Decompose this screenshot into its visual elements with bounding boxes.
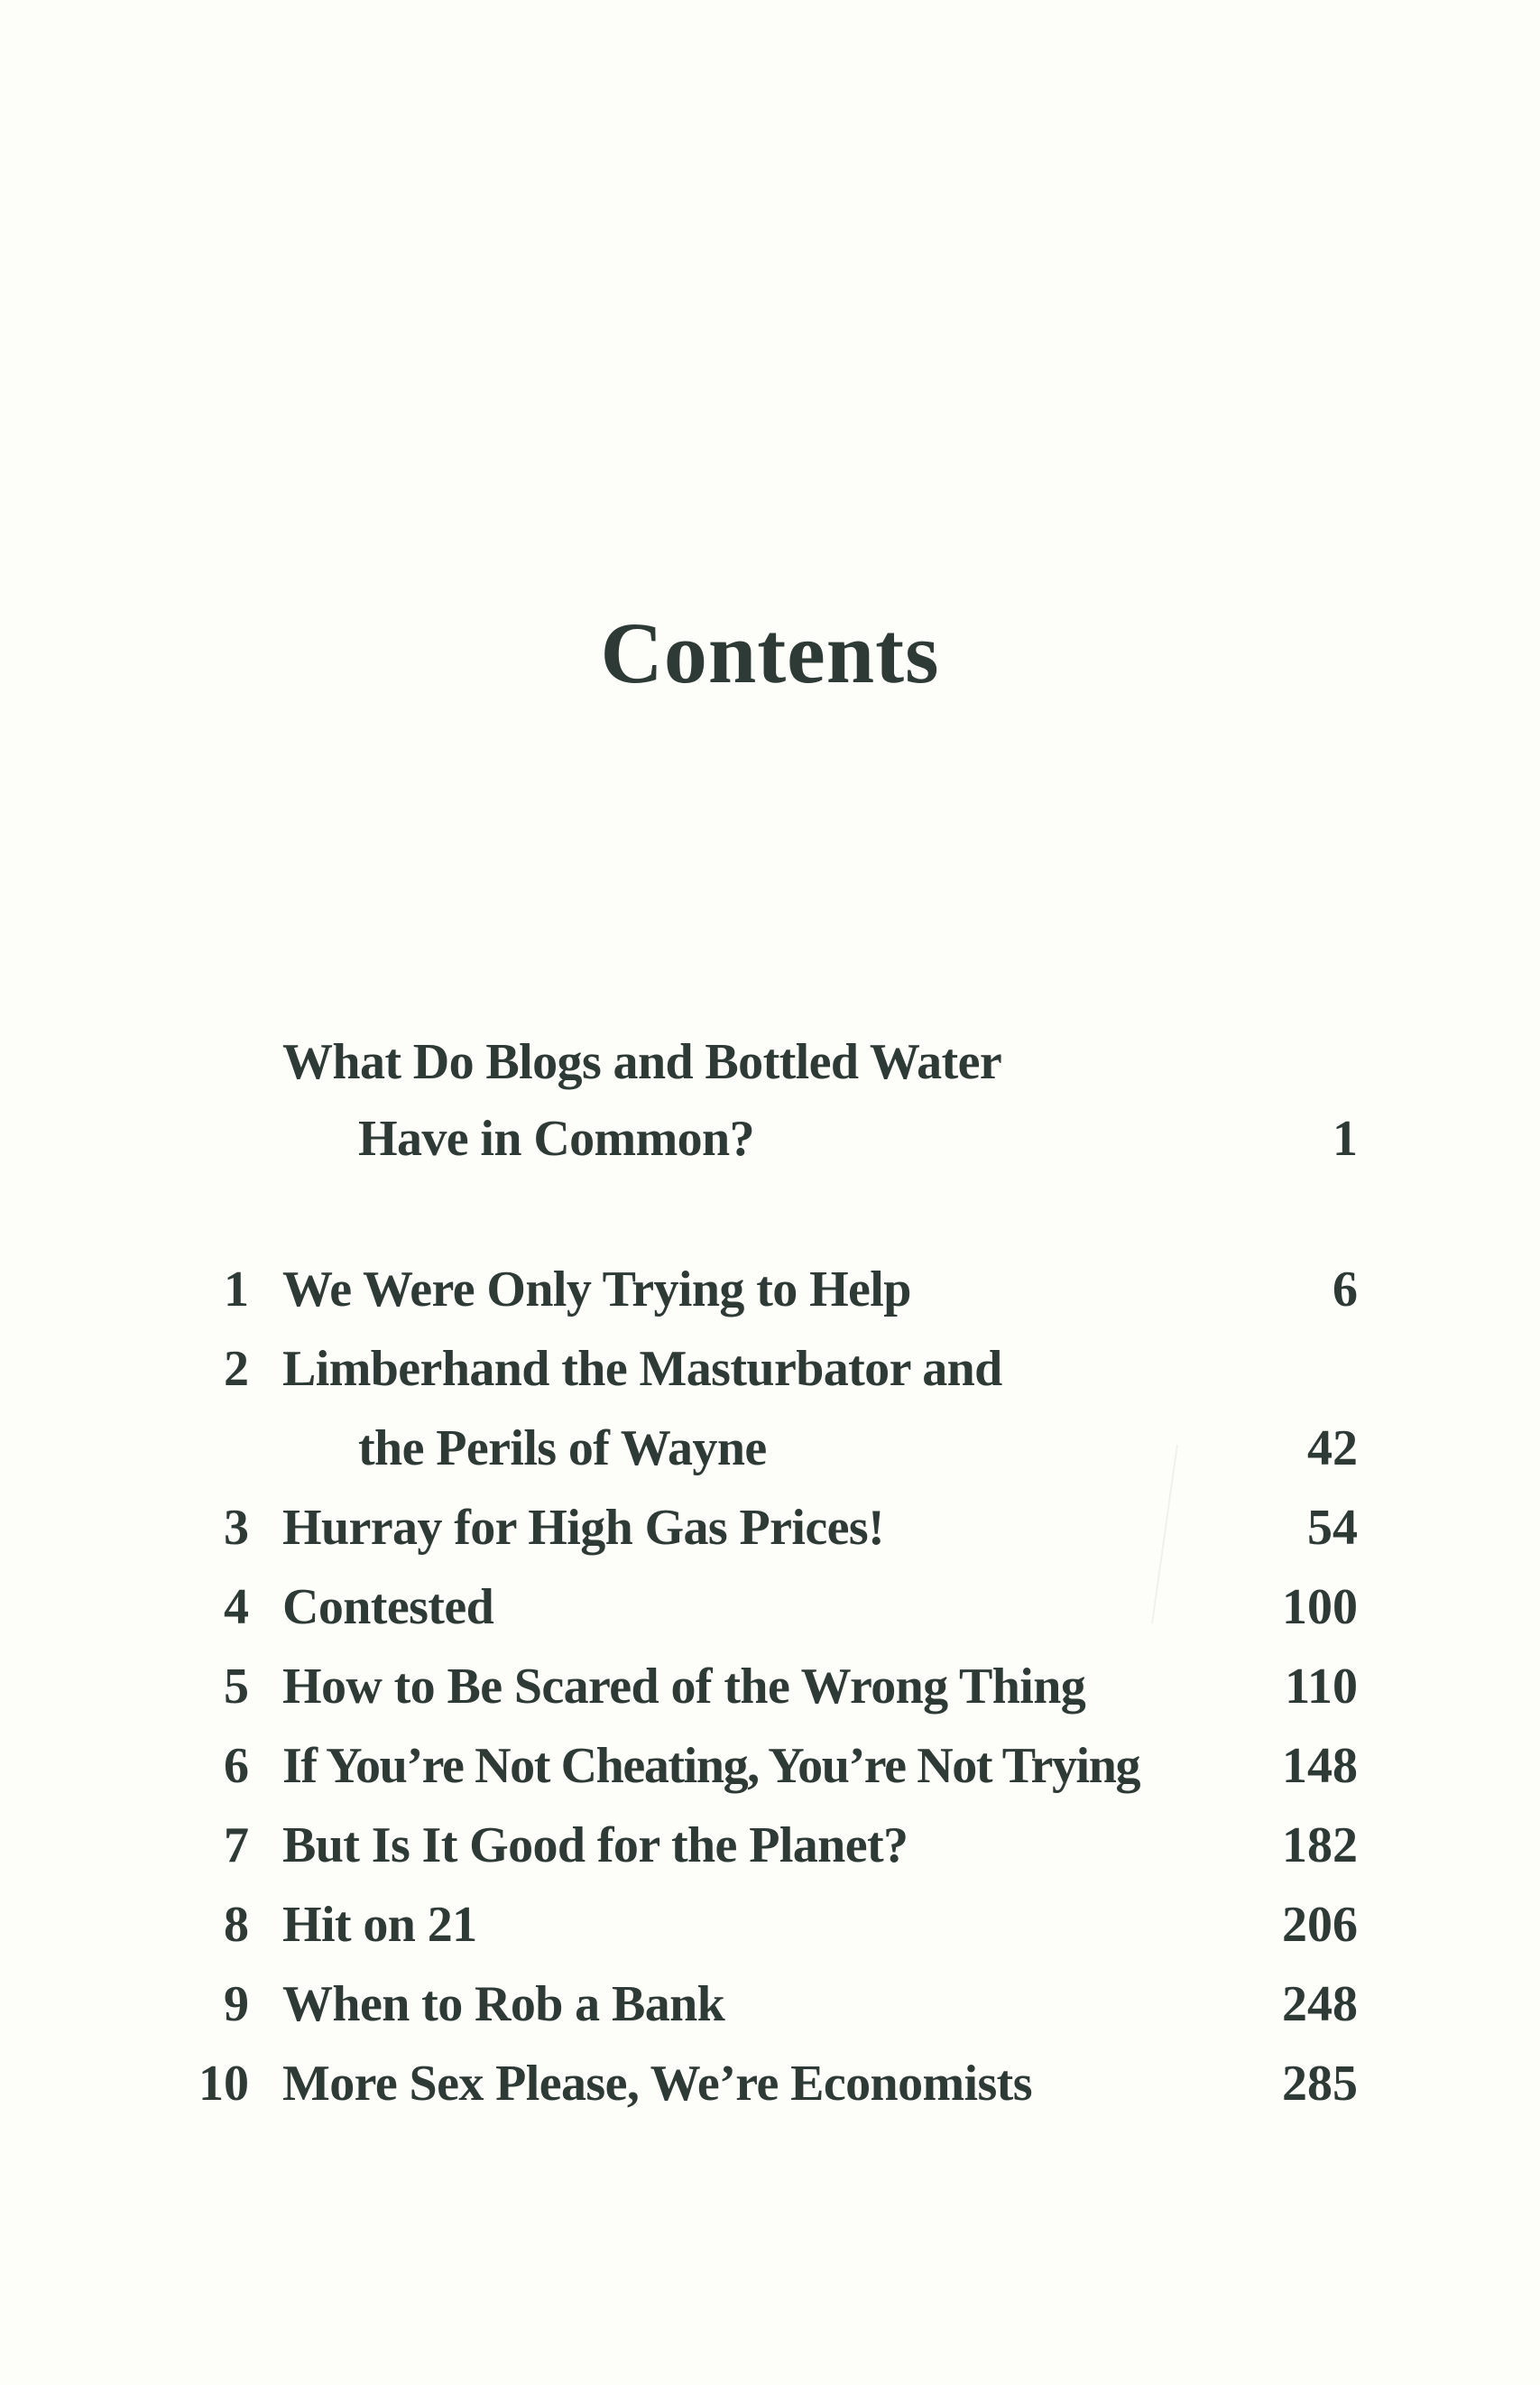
toc-entry-number: 10 [198,2056,249,2112]
toc-entry-number: 3 [224,1500,249,1556]
toc-entry-page: 182 [1282,1817,1358,1873]
toc-entry-page: 248 [1282,1976,1358,2032]
toc-entry-page: 206 [1282,1897,1358,1953]
toc-entry-chapter-9[interactable] [0,1968,1540,2040]
toc-entry-title: the Perils of Wayne [358,1420,767,1476]
toc-entry-number: 5 [224,1659,249,1715]
toc-entry-number: 7 [224,1817,249,1873]
toc-entry-chapter-2[interactable] [0,1333,1540,1405]
toc-entry-title: How to Be Scared of the Wrong Thing [282,1659,1086,1715]
toc-entry-page: 148 [1282,1738,1358,1794]
toc-entry-number: 1 [224,1262,249,1317]
toc-entry-page: 42 [1307,1420,1358,1476]
toc-entry-page: 6 [1333,1262,1358,1317]
page-title: Contents [600,605,940,702]
toc-entry-number: 6 [224,1738,249,1794]
toc-entry-chapter-2-continued[interactable] [0,1412,1540,1484]
toc-entry-title: Have in Common? [358,1111,755,1167]
toc-entry-title: What Do Blogs and Bottled Water [282,1034,1002,1090]
toc-entry-chapter-8[interactable] [0,1889,1540,1961]
toc-entry-title: We Were Only Trying to Help [282,1262,911,1317]
toc-entry-chapter-3[interactable] [0,1492,1540,1564]
toc-entry-intro[interactable] [0,1026,1540,1098]
toc-entry-title: But Is It Good for the Planet? [282,1817,908,1873]
toc-entry-intro-continued[interactable] [0,1103,1540,1175]
toc-entry-page: 285 [1282,2056,1358,2112]
toc-entry-number: 9 [224,1976,249,2032]
toc-entry-chapter-10[interactable] [0,2048,1540,2120]
toc-entry-title: Limberhand the Masturbator and [282,1341,1002,1397]
toc-entry-title: Hit on 21 [282,1897,477,1953]
toc-entry-number: 2 [224,1341,249,1397]
toc-entry-page: 110 [1285,1659,1358,1715]
toc-entry-title: If You’re Not Cheating, You’re Not Trying [282,1738,1140,1794]
toc-entry-page: 1 [1333,1111,1358,1167]
toc-entry-number: 8 [224,1897,249,1953]
toc-entry-number: 4 [224,1579,249,1635]
toc-entry-chapter-5[interactable] [0,1650,1540,1723]
toc-entry-page: 54 [1307,1500,1358,1556]
toc-entry-chapter-7[interactable] [0,1809,1540,1881]
toc-entry-chapter-4[interactable] [0,1571,1540,1643]
toc-entry-title: When to Rob a Bank [282,1976,725,2032]
toc-entry-chapter-1[interactable] [0,1253,1540,1326]
toc-entry-title: Contested [282,1579,494,1635]
toc-entry-title: More Sex Please, We’re Economists [282,2056,1032,2112]
toc-entry-title: Hurray for High Gas Prices! [282,1500,885,1556]
toc-entry-page: 100 [1282,1579,1358,1635]
toc-entry-chapter-6[interactable] [0,1730,1540,1802]
